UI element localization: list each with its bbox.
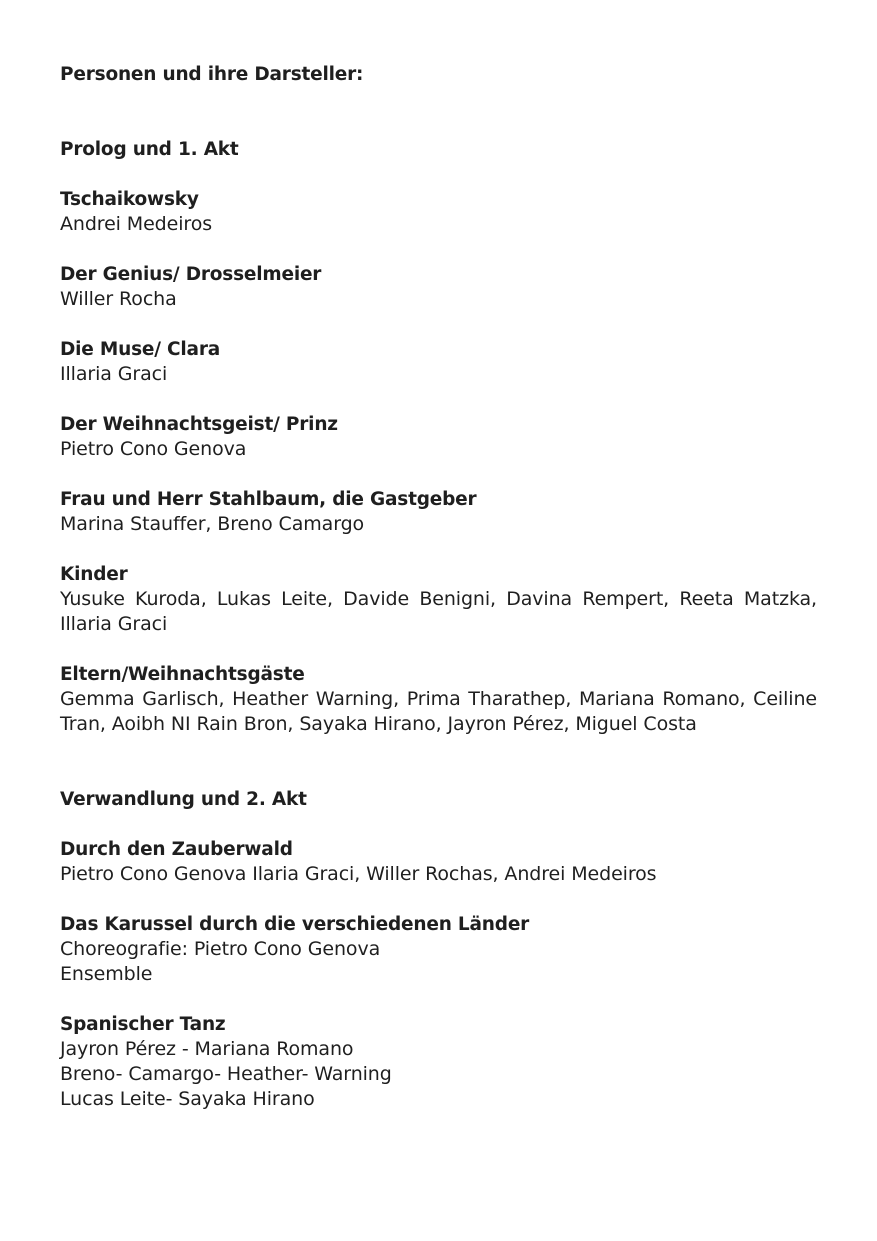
cast-line: Marina Stauffer, Breno Camargo [60,513,365,535]
cast-line: Illaria Graci [60,363,168,385]
role-title: Der Genius/ Drosselmeier [60,264,322,285]
role-title: Der Weihnachtsgeist/ Prinz [60,414,338,435]
role-title: Kinder [60,564,128,585]
role-kinder [60,562,817,637]
act-2-heading: Verwandlung und 2. Akt [60,789,307,810]
act-1-section [60,137,817,737]
cast-line: Pietro Cono Genova [60,438,247,460]
page-title: Personen und ihre Darsteller: [60,64,364,85]
role-weihnachtsgeist-prinz [60,412,817,462]
cast-line: Breno- Camargo- Heather- Warning [60,1063,392,1085]
cast-line: Lucas Leite- Sayaka Hirano [60,1088,315,1110]
role-stahlbaum [60,487,817,537]
cast-line: Gemma Garlisch, Heather Warning, Prima Tharathep, Mariana Romano, Ceiline Tran, Aoibh NI Rain Bron, Sayaka Hirano, Jayron Pérez, Miguel Costa [60,688,817,735]
cast-line: Yusuke Kuroda, Lukas Leite, Davide Benigni, Davina Rempert, Reeta Matzka, Illaria Graci [60,588,817,635]
cast-line: Ensemble [60,963,153,985]
role-title: Frau und Herr Stahlbaum, die Gastgeber [60,489,477,510]
role-karussel [60,912,817,987]
role-muse-clara [60,337,817,387]
cast-line: Pietro Cono Genova Ilaria Graci, Willer Rochas, Andrei Medeiros [60,863,657,885]
section-spacer [60,762,817,787]
document-page [60,62,817,1137]
role-title: Spanischer Tanz [60,1014,226,1035]
role-zauberwald [60,837,817,887]
cast-line: Choreografie: Pietro Cono Genova [60,938,381,960]
role-spanischer-tanz [60,1012,817,1112]
role-title: Tschaikowsky [60,189,199,210]
act-1-heading: Prolog und 1. Akt [60,139,239,160]
cast-line: Jayron Pérez - Mariana Romano [60,1038,354,1060]
cast-line: Willer Rocha [60,288,177,310]
role-eltern-weihnachtsgaeste [60,662,817,737]
role-title: Durch den Zauberwald [60,839,293,860]
role-title: Eltern/Weihnachtsgäste [60,664,305,685]
role-genius-drosselmeier [60,262,817,312]
role-tschaikowsky [60,187,817,237]
role-title: Die Muse/ Clara [60,339,221,360]
cast-line: Andrei Medeiros [60,213,213,235]
role-title: Das Karussel durch die verschiedenen Länder [60,914,530,935]
act-2-section [60,787,817,1112]
